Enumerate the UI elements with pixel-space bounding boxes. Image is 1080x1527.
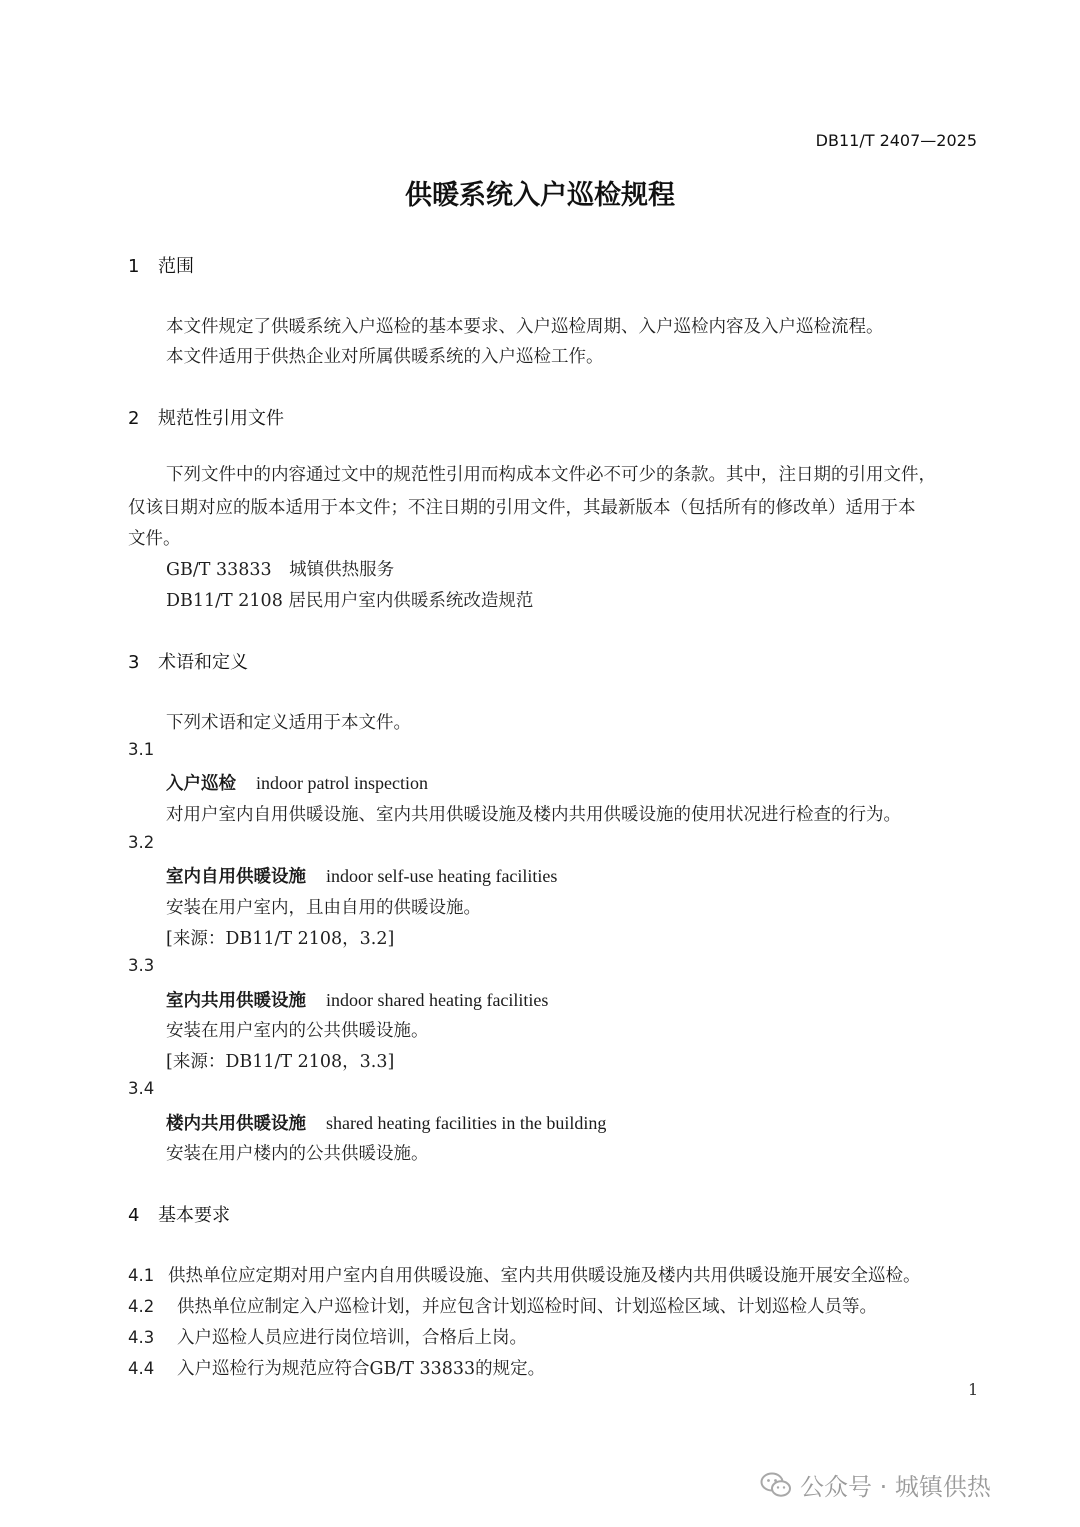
paragraph-line: 文件。 bbox=[128, 529, 181, 549]
section-title: 范围 bbox=[158, 256, 194, 277]
term-source: [来源：DB11/T 2108，3.3] bbox=[166, 1052, 395, 1072]
term-en: indoor shared heating facilities bbox=[326, 990, 549, 1010]
requirement-text: 供热单位应制定入户巡检计划，并应包含计划巡检时间、计划巡检区域、计划巡检人员等。 bbox=[177, 1297, 877, 1317]
term-number: 3.2 bbox=[128, 833, 155, 852]
requirement-item bbox=[128, 1355, 545, 1380]
reference-item: DB11/T 2108 居民用户室内供暖系统改造规范 bbox=[166, 591, 534, 611]
section-number: 4 bbox=[128, 1205, 140, 1226]
term-definition: 对用户室内自用供暖设施、室内共用供暖设施及楼内共用供暖设施的使用状况进行检查的行为。 bbox=[166, 805, 901, 825]
requirement-text: 供热单位应定期对用户室内自用供暖设施、室内共用供暖设施及楼内共用供暖设施开展安全巡检。 bbox=[168, 1266, 921, 1286]
term-zh: 室内共用供暖设施 bbox=[166, 991, 306, 1011]
section-number: 3 bbox=[128, 652, 140, 673]
requirement-number: 4.3 bbox=[128, 1328, 155, 1347]
paragraph: 本文件适用于供热企业对所属供暖系统的入户巡检工作。 bbox=[166, 347, 604, 367]
section-2-heading bbox=[128, 404, 284, 430]
section-number: 2 bbox=[128, 408, 140, 429]
term-source: [来源：DB11/T 2108，3.2] bbox=[166, 929, 395, 949]
wechat-icon bbox=[760, 1472, 792, 1498]
reference-item: GB/T 33833 城镇供热服务 bbox=[166, 560, 395, 580]
section-number: 1 bbox=[128, 256, 140, 277]
requirement-item bbox=[128, 1262, 921, 1287]
section-4-heading bbox=[128, 1201, 230, 1227]
term-definition: 安装在用户室内，且由自用的供暖设施。 bbox=[166, 898, 481, 918]
section-title: 规范性引用文件 bbox=[158, 408, 284, 429]
requirement-number: 4.1 bbox=[128, 1266, 155, 1285]
term-number: 3.3 bbox=[128, 956, 155, 975]
page-title: 供暖系统入户巡检规程 bbox=[405, 180, 675, 211]
section-title: 基本要求 bbox=[158, 1205, 230, 1226]
term-entry bbox=[166, 863, 557, 888]
section-title: 术语和定义 bbox=[158, 652, 248, 673]
paragraph-line: 仅该日期对应的版本适用于本文件；不注日期的引用文件，其最新版本（包括所有的修改单）适用于本 bbox=[128, 498, 916, 518]
term-zh: 楼内共用供暖设施 bbox=[166, 1114, 306, 1134]
term-definition: 安装在用户楼内的公共供暖设施。 bbox=[166, 1144, 429, 1164]
requirement-number: 4.4 bbox=[128, 1359, 155, 1378]
term-en: shared heating facilities in the building bbox=[326, 1113, 607, 1133]
term-zh: 室内自用供暖设施 bbox=[166, 867, 306, 887]
paragraph: 下列术语和定义适用于本文件。 bbox=[166, 713, 411, 733]
term-number: 3.4 bbox=[128, 1079, 155, 1098]
term-entry bbox=[166, 987, 548, 1012]
term-en: indoor patrol inspection bbox=[256, 773, 428, 793]
term-number: 3.1 bbox=[128, 740, 155, 759]
term-entry bbox=[166, 770, 428, 795]
term-en: indoor self-use heating facilities bbox=[326, 866, 558, 886]
term-entry bbox=[166, 1110, 606, 1135]
term-zh: 入户巡检 bbox=[166, 774, 236, 794]
paragraph: 本文件规定了供暖系统入户巡检的基本要求、入户巡检周期、入户巡检内容及入户巡检流程。 bbox=[166, 317, 884, 337]
requirement-item bbox=[128, 1324, 527, 1349]
section-1-heading bbox=[128, 252, 194, 278]
requirement-number: 4.2 bbox=[128, 1297, 155, 1316]
page-number: 1 bbox=[968, 1380, 979, 1399]
document-number: DB11/T 2407—2025 bbox=[815, 131, 977, 150]
requirement-text: 入户巡检行为规范应符合GB/T 33833的规定。 bbox=[177, 1359, 546, 1379]
paragraph-line: 下列文件中的内容通过文中的规范性引用而构成本文件必不可少的条款。其中，注日期的引用文件， bbox=[166, 465, 936, 485]
watermark-text: 公众号 · 城镇供热 bbox=[800, 1473, 991, 1501]
section-3-heading bbox=[128, 648, 248, 674]
requirement-text: 入户巡检人员应进行岗位培训，合格后上岗。 bbox=[177, 1328, 527, 1348]
watermark bbox=[760, 1467, 991, 1502]
requirement-item bbox=[128, 1293, 877, 1318]
term-definition: 安装在用户室内的公共供暖设施。 bbox=[166, 1021, 429, 1041]
